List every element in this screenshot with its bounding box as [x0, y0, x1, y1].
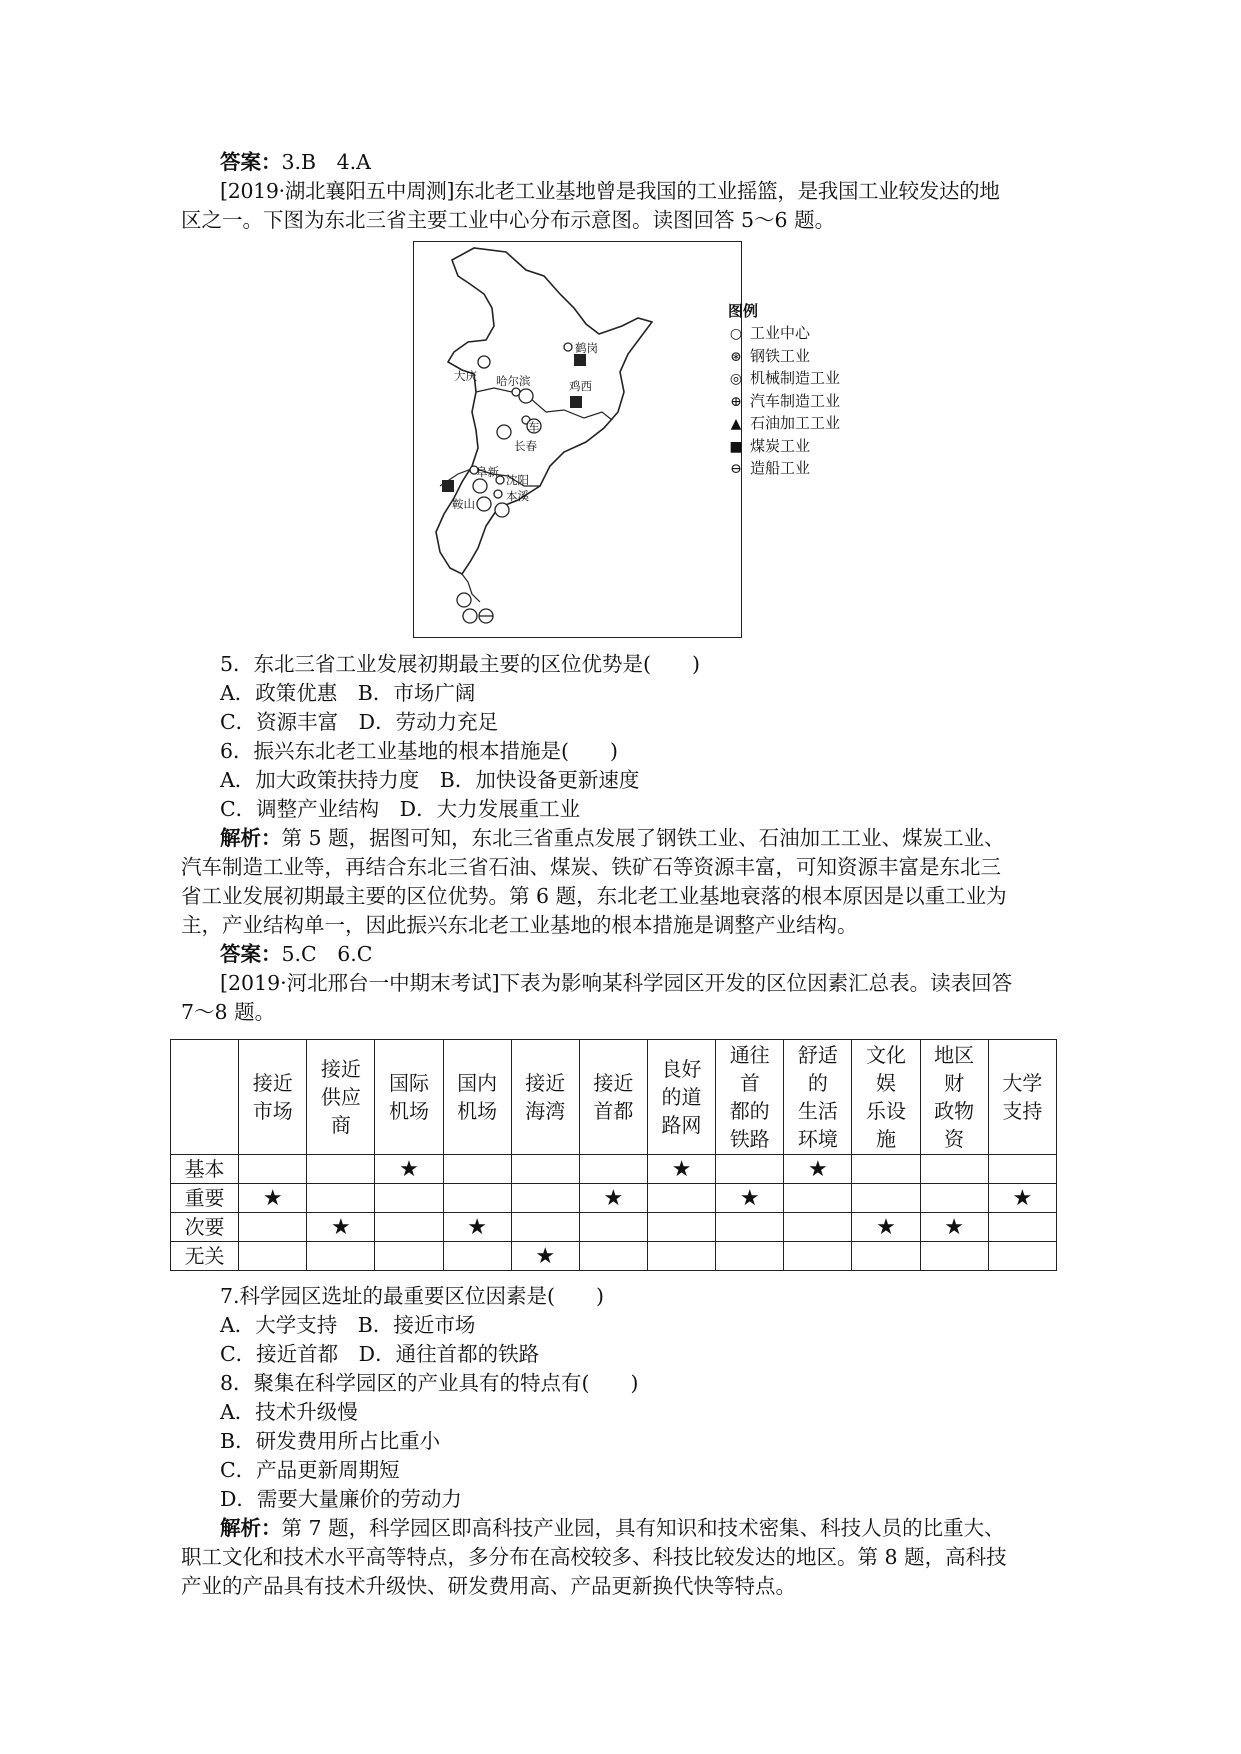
city-anshan: 鞍山 — [452, 497, 475, 511]
legend-item — [728, 367, 840, 390]
table-header-cell: 国内 机场 — [443, 1040, 511, 1155]
q7-options-cd: C．接近首都 D．通往首都的铁路 — [220, 1342, 540, 1366]
table-cell — [716, 1242, 784, 1271]
table-cell — [375, 1184, 443, 1213]
table-header-cell: 地区 财 政物 资 — [920, 1040, 988, 1155]
benxi-center-marker — [494, 490, 502, 498]
benxi-steel-marker — [495, 503, 509, 517]
star-mark-cell: ★ — [988, 1184, 1056, 1213]
star-mark-cell: ★ — [443, 1213, 511, 1242]
table-header-cell: 良好 的道 路网 — [647, 1040, 715, 1155]
table-cell — [443, 1155, 511, 1184]
table-cell — [852, 1155, 920, 1184]
legend-item — [728, 435, 810, 458]
analysis-56-line2: 汽车制造工业等，再结合东北三省石油、煤炭、铁矿石等资源丰富，可知资源丰富是东北三 — [181, 855, 1001, 879]
star-mark-cell: ★ — [511, 1242, 579, 1271]
city-harbin: 哈尔滨 — [496, 374, 531, 388]
table-cell — [784, 1213, 852, 1242]
table-row — [171, 1155, 1057, 1184]
daqing-petroleum-marker — [478, 356, 490, 368]
table-cell — [988, 1213, 1056, 1242]
legend-label: 造船工业 — [750, 459, 811, 477]
analysis-56-line3: 省工业发展初期最主要的区位优势。第 6 题，东北老工业基地衰落的根本原因是以重工业为 — [181, 884, 1007, 908]
industrial-center-icon: ○ — [729, 326, 743, 342]
table-row-label: 次要 — [171, 1213, 239, 1242]
table-cell — [988, 1242, 1056, 1271]
q8-option-a: A．技术升级慢 — [220, 1400, 358, 1424]
legend-label: 汽车制造工业 — [750, 391, 841, 410]
harbin-machinery-marker — [519, 389, 533, 403]
star-mark-cell: ★ — [239, 1184, 307, 1213]
table-row — [171, 1242, 1057, 1271]
table-cell — [511, 1155, 579, 1184]
table-cell — [307, 1155, 375, 1184]
legend-item — [728, 322, 810, 345]
q6-options-cd: C．调整产业结构 D．大力发展重工业 — [220, 797, 581, 821]
city-daqing: 大庆 — [454, 369, 477, 383]
table-cell — [784, 1184, 852, 1213]
table-cell — [375, 1242, 443, 1271]
legend-label: 机械制造工业 — [750, 369, 841, 387]
answer-label: 答案： — [220, 942, 282, 966]
table-cell — [579, 1213, 647, 1242]
q5-options-cd: C．资源丰富 D．劳动力充足 — [220, 710, 499, 734]
machinery-icon: ◎ — [729, 371, 743, 387]
table-body — [171, 1155, 1057, 1271]
automobile-icon: ⊕ — [730, 393, 742, 410]
answer-56: 答案：5.C 6.C — [220, 942, 373, 966]
shipbuilding-icon: ⊖ — [730, 461, 742, 477]
map-outline — [414, 242, 740, 636]
analysis-label: 解析： — [220, 826, 282, 850]
fuxin-coal-marker — [442, 480, 454, 492]
legend-item — [728, 412, 840, 435]
table-cell — [579, 1155, 647, 1184]
table-cell — [852, 1242, 920, 1271]
intro-78-line1: [2019·河北邢台一中期末考试]下表为影响某科学园区开发的区位因素汇总表。读表回答 — [220, 971, 1013, 995]
table-cell — [443, 1242, 511, 1271]
table-cell — [716, 1155, 784, 1184]
table-header-cell: 接近 海湾 — [511, 1040, 579, 1155]
city-fuxin: 阜新 — [476, 465, 499, 479]
answer-34 — [220, 148, 371, 176]
table-row-label: 重要 — [171, 1184, 239, 1213]
analysis-78-line1: 解析：第 7 题，科学园区即高科技产业园，具有知识和技术密集、科技人员的比重大、 — [220, 1516, 1005, 1540]
city-jixi: 鸡西 — [569, 379, 592, 393]
table-row-label: 无关 — [171, 1242, 239, 1271]
northeast-industry-map — [413, 241, 742, 638]
table-cell — [920, 1155, 988, 1184]
star-mark-cell: ★ — [647, 1155, 715, 1184]
answer-text: 3.B 4.A — [281, 150, 371, 174]
table-header-cell: 大学 支持 — [988, 1040, 1056, 1155]
coal-icon: ■ — [729, 438, 743, 455]
table-row-label: 基本 — [171, 1155, 239, 1184]
table-cell — [647, 1242, 715, 1271]
table-header-cell: 接近 市场 — [239, 1040, 307, 1155]
table-header-cell: 文化 娱 乐设 施 — [852, 1040, 920, 1155]
q6-options-ab: A．加大政策扶持力度 B．加快设备更新速度 — [220, 768, 640, 792]
table-cell — [579, 1242, 647, 1271]
analysis-78-line2: 职工文化和技术水平高等特点，多分布在高校较多、科技比较发达的地区。第 8 题，高科技 — [181, 1545, 1007, 1569]
q8-stem: 8．聚集在科学园区的产业具有的特点有( ) — [220, 1371, 639, 1395]
star-mark-cell: ★ — [920, 1213, 988, 1242]
star-mark-cell: ★ — [579, 1184, 647, 1213]
table-cell — [988, 1155, 1056, 1184]
table-cell — [920, 1242, 988, 1271]
shenyang-machinery-marker — [473, 479, 487, 493]
anshan-steel-marker — [477, 497, 491, 511]
analysis-label: 解析： — [220, 1516, 282, 1540]
legend-label: 工业中心 — [750, 324, 811, 342]
table-cell — [920, 1184, 988, 1213]
q8-option-c: C．产品更新周期短 — [220, 1458, 400, 1482]
q7-stem: 7.科学园区选址的最重要区位因素是( ) — [220, 1284, 605, 1308]
jixi-coal-marker — [570, 396, 582, 408]
star-mark-cell: ★ — [716, 1184, 784, 1213]
q7-options-ab: A．大学支持 B．接近市场 — [220, 1313, 476, 1337]
star-mark-cell: ★ — [307, 1213, 375, 1242]
table-cell — [375, 1213, 443, 1242]
table-header-cell: 通往 首 都的 铁路 — [716, 1040, 784, 1155]
star-mark-cell: ★ — [852, 1213, 920, 1242]
q6-stem: 6．振兴东北老工业基地的根本措施是( ) — [220, 739, 619, 763]
intro-56-line2: 区之一。下图为东北三省主要工业中心分布示意图。读图回答 5～6 题。 — [181, 208, 836, 232]
intro-78-line2: 7～8 题。 — [181, 1000, 276, 1024]
answer-label: 答案： — [220, 150, 282, 174]
analysis-56-line1: 解析：第 5 题，据图可知，东北三省重点发展了钢铁工业、石油加工工业、煤炭工业、 — [220, 826, 1005, 850]
table-cell — [239, 1242, 307, 1271]
table-header-cell: 国际 机场 — [375, 1040, 443, 1155]
legend-label: 煤炭工业 — [750, 436, 811, 455]
city-shenyang: 沈阳 — [506, 473, 529, 487]
legend-item — [728, 345, 810, 368]
table-header-row — [171, 1040, 1057, 1155]
table-row — [171, 1184, 1057, 1213]
q8-option-d: D．需要大量廉价的劳动力 — [220, 1487, 462, 1511]
legend-item — [728, 390, 840, 413]
legend-label: 石油加工工业 — [750, 414, 841, 432]
analysis-56-line4: 主，产业结构单一，因此振兴东北老工业基地的根本措施是调整产业结构。 — [181, 913, 858, 937]
analysis-78-line3: 产业的产品具有技术升级快、研发费用高、产品更新换代快等特点。 — [181, 1574, 796, 1598]
legend-title: 图例 — [728, 302, 759, 320]
table-cell — [716, 1213, 784, 1242]
table-cell — [511, 1213, 579, 1242]
table-cell — [307, 1184, 375, 1213]
dalian-machinery-marker — [463, 609, 477, 623]
q5-stem: 5．东北三省工业发展初期最主要的区位优势是( ) — [220, 652, 701, 676]
table-header-cell: 接近 供应 商 — [307, 1040, 375, 1155]
table-cell — [784, 1242, 852, 1271]
table-cell — [647, 1184, 715, 1213]
intro-56-line1: [2019·湖北襄阳五中周测]东北老工业基地曾是我国的工业摇篮，是我国工业较发达的地 — [220, 179, 1000, 203]
city-changchun: 长春 — [514, 439, 537, 453]
q8-option-b: B．研发费用所占比重小 — [220, 1429, 441, 1453]
city-benxi: 本溪 — [506, 489, 529, 503]
legend-label: 钢铁工业 — [750, 346, 811, 365]
legend-item — [728, 457, 810, 480]
table-header-cell: 舒适 的 生活 环境 — [784, 1040, 852, 1155]
changchun-steel-marker — [497, 425, 511, 439]
q5-options-ab: A．政策优惠 B．市场广阔 — [220, 681, 476, 705]
table-cell — [239, 1213, 307, 1242]
dalian-steel-marker — [457, 593, 471, 607]
star-mark-cell: ★ — [375, 1155, 443, 1184]
table-cell — [239, 1155, 307, 1184]
table-cell — [852, 1184, 920, 1213]
petroleum-icon: ▲ — [730, 416, 742, 432]
hegang-center-marker — [564, 343, 572, 351]
city-hegang: 鹤岗 — [575, 341, 598, 355]
location-factor-table — [170, 1039, 1057, 1271]
table-cell — [443, 1184, 511, 1213]
table-cell — [647, 1213, 715, 1242]
table-row — [171, 1213, 1057, 1242]
city-che: 车 — [528, 420, 540, 434]
steel-icon: ⊛ — [730, 348, 742, 365]
table-header-cell: 接近 首都 — [579, 1040, 647, 1155]
table-cell — [307, 1242, 375, 1271]
star-mark-cell: ★ — [784, 1155, 852, 1184]
table-corner-cell — [171, 1040, 239, 1155]
table-cell — [511, 1184, 579, 1213]
